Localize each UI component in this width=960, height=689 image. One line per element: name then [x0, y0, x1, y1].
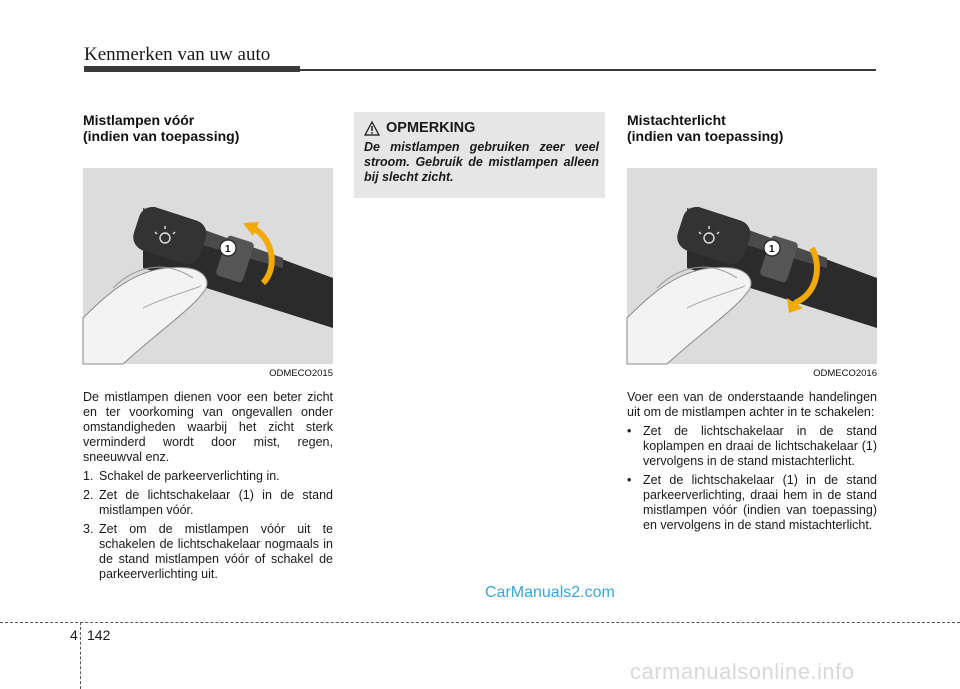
rear-fog-figure-code: ODMECO2016	[813, 368, 877, 379]
front-fog-heading-line2: (indien van toepassing)	[83, 128, 240, 144]
warning-icon	[364, 121, 380, 136]
rear-fog-section	[627, 112, 877, 537]
list-item: 1. Schakel de parkeerverlichting in.	[83, 469, 280, 483]
watermark-link[interactable]: CarManuals2.com	[485, 584, 615, 601]
front-fog-section	[83, 112, 333, 586]
stalk-illustration	[83, 168, 333, 364]
site-footer-link[interactable]: carmanualsonline.info	[630, 659, 855, 684]
footer-divider	[0, 622, 960, 623]
list-item: 2. Zet de lichtschakelaar (1) in de stand mistlampen vóór.	[83, 488, 333, 517]
front-fog-steps	[83, 469, 333, 582]
front-fog-body	[83, 390, 333, 582]
front-fog-heading-line1: Mistlampen vóór	[83, 112, 195, 128]
stalk-illustration	[627, 168, 877, 364]
rear-fog-callout: 1	[769, 244, 775, 255]
page-header-title: Kenmerken van uw auto	[84, 44, 271, 65]
rear-fog-bullets	[627, 424, 877, 533]
page-chapter-number: 4	[70, 627, 78, 643]
header-bar-thin	[300, 69, 876, 71]
rear-fog-heading-line2: (indien van toepassing)	[627, 128, 784, 144]
front-fog-heading	[83, 112, 333, 144]
note-title: OPMERKING	[386, 120, 476, 136]
rear-fog-body	[627, 390, 877, 533]
rear-fog-intro: Voer een van de onderstaande handelingen uit om de mistlampen achter in te schakelen:	[627, 390, 877, 419]
note-section	[354, 112, 605, 198]
note-title-row	[364, 120, 599, 136]
note-text: De mistlampen gebruiken zeer veel stroom. Gebruik de mistlampen alleen bij slecht zicht.	[364, 140, 599, 184]
footer-vertical-divider	[80, 622, 81, 689]
page-number: 142	[87, 627, 111, 643]
front-fog-illustration	[83, 168, 333, 379]
header-bar-thick	[84, 66, 300, 72]
front-fog-callout: 1	[225, 244, 231, 255]
list-item: • Zet de lichtschakelaar in de stand koplampen en draai de lichtschakelaar (1) vervolgens in de stand mistachterlicht.	[627, 424, 877, 468]
rear-fog-heading-line1: Mistachterlicht	[627, 112, 726, 128]
front-fog-intro: De mistlampen dienen voor een beter zicht en ter voorkoming van ongevallen onder omstandigheden waarbij het zicht sterk verminderd wordt door mist, regen, sneeuwval enz.	[83, 390, 333, 464]
rear-fog-heading	[627, 112, 877, 144]
list-item: • Zet de lichtschakelaar (1) in de stand parkeerverlichting, draai hem in de stand mistlampen vóór (indien van toepassing) en vervolgens in de stand mistachterlicht.	[627, 473, 877, 532]
list-item: 3. Zet om de mistlampen vóór uit te schakelen de lichtschakelaar nogmaals in de stand mistlampen vóór of schakel de parkeerverlichting uit.	[83, 522, 333, 581]
front-fog-figure-code: ODMECO2015	[269, 368, 333, 379]
rear-fog-illustration	[627, 168, 877, 379]
note-box	[354, 112, 605, 198]
